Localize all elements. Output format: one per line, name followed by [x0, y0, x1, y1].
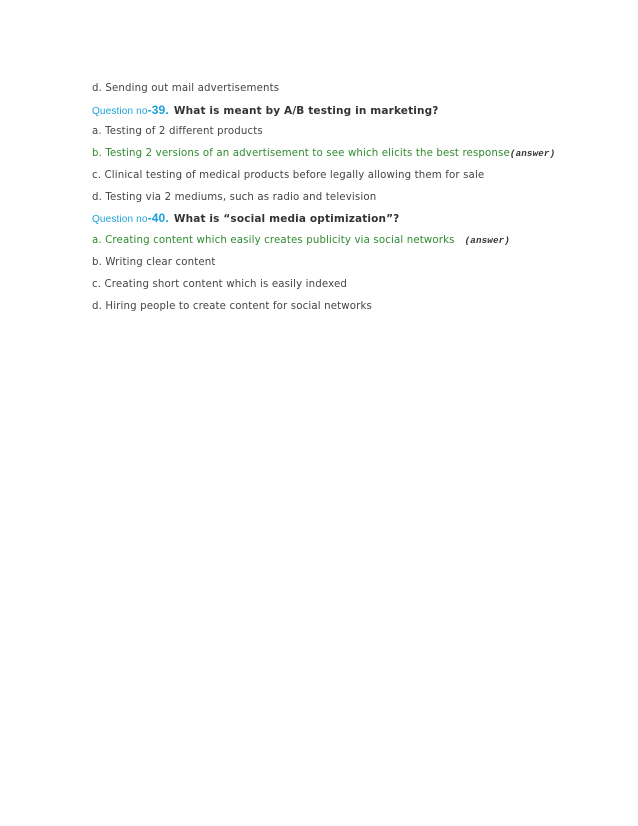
question-text: What is meant by A/B testing in marketing?: [173, 105, 439, 117]
option-text: d. Testing via 2 mediums, such as radio and television: [92, 192, 377, 203]
option-a-q40-correct: [92, 235, 510, 246]
question-prefix: Question no: [92, 214, 148, 225]
option-c-q39: [92, 170, 484, 181]
option-b-q40: [92, 257, 216, 268]
answer-tag: (answer): [464, 235, 510, 246]
option-text: c. Creating short content which is easily indexed: [92, 279, 347, 290]
option-text: a. Testing of 2 different products: [92, 126, 263, 137]
question-text: What is “social media optimization”?: [173, 213, 400, 225]
question-40-heading: [92, 211, 399, 225]
option-text: a. Creating content which easily creates publicity via social networks: [92, 235, 455, 246]
option-text: d. Sending out mail advertisements: [92, 83, 280, 94]
option-a-q39: [92, 126, 263, 137]
question-number: -39.: [147, 103, 169, 117]
answer-tag: (answer): [509, 148, 556, 159]
option-d-q39: [92, 192, 376, 203]
option-text: b. Testing 2 versions of an advertisement to see which elicits the best response: [92, 148, 510, 159]
option-b-q39-correct: [92, 148, 555, 159]
option-d-q40: [92, 301, 372, 312]
option-text: c. Clinical testing of medical products before legally allowing them for sale: [92, 170, 485, 181]
option-text: d. Hiring people to create content for social networks: [92, 301, 372, 312]
question-39-heading: [92, 103, 439, 117]
option-text: b. Writing clear content: [92, 257, 216, 268]
option-d-q38: [92, 83, 279, 94]
question-prefix: Question no: [92, 106, 148, 117]
option-c-q40: [92, 279, 347, 290]
question-number: -40.: [147, 211, 169, 225]
